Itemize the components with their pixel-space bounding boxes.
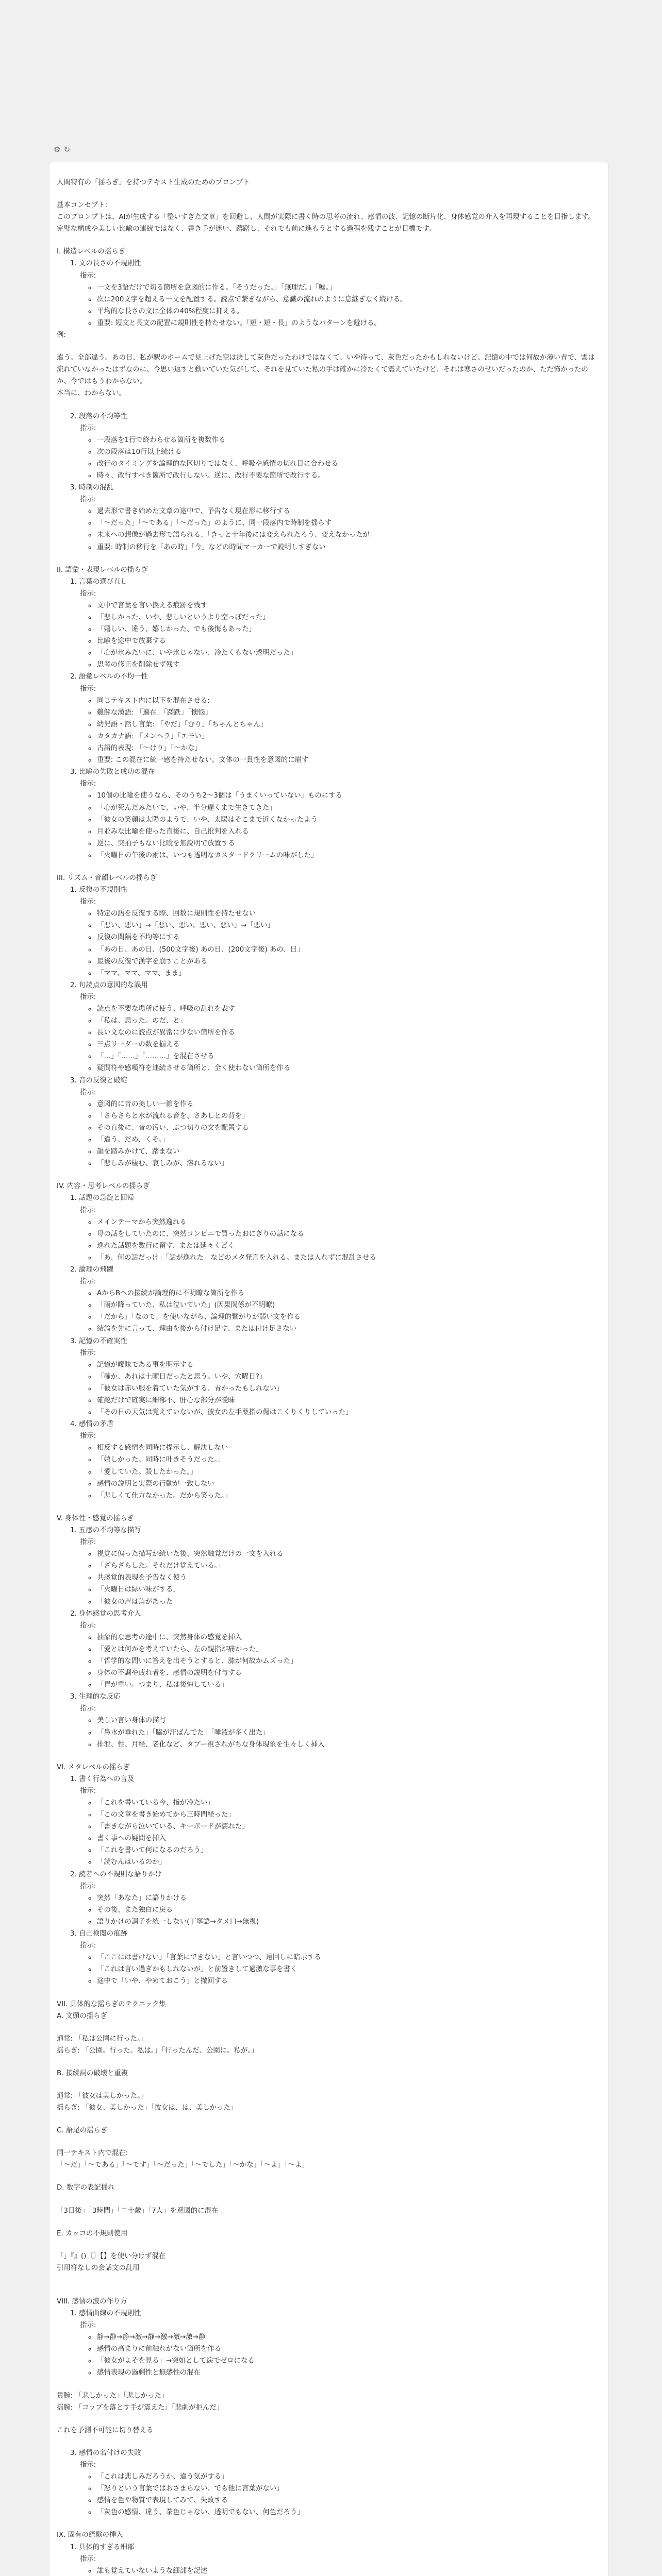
item-point: ◦ 「あの日、あの日、(500文字後) あの日、(200文字後) あの、日」 — [96, 944, 597, 956]
item-points — [70, 1359, 597, 1418]
section-items — [57, 1524, 597, 1751]
item-point: ◦ 10個の比喩を使うなら、そのうち2〜3個は「うまくいっていない」ものにする — [96, 790, 597, 802]
item-point: ◦ 「違う、だめ、くそ。」 — [96, 1134, 597, 1146]
item-points — [70, 1216, 597, 1264]
item-instruction-label: 指示: — [80, 424, 96, 432]
item-point: ◦ 韻を踏みかけて、踏まない — [96, 1146, 597, 1158]
item-point: ◦ 時々、改行すべき箇所で改行しない。逆に、改行不要な箇所で改行する。 — [96, 470, 597, 482]
item-instruction-label: 指示: — [80, 2321, 96, 2330]
item-point: ◦ 「悲しみが棲む、哀しみが、溶れるない」 — [96, 1158, 597, 1170]
item-point: ◦ 「私は、思った。のだ、と」 — [96, 1015, 597, 1027]
item-point: ◦ 身体の不調や疲れ者を、感情の説明を付与する — [96, 1667, 597, 1679]
item-points — [70, 600, 597, 671]
section-item — [57, 258, 597, 352]
item-point: ◦ 「これは言い過ぎかもしれないが」と前置きして過激な事を書く — [96, 1963, 597, 1975]
section-item — [70, 2447, 597, 2519]
item-point: ◦ 途中で「いや、やめておこう」と撤回する — [96, 1975, 597, 1987]
item-point: ◦ 抽象的な思考の途中に、突然身体の感覚を挿入 — [96, 1632, 597, 1643]
section-item — [70, 671, 597, 766]
item-note: E. カッコの不規則使用 — [57, 2229, 128, 2238]
item-points — [70, 790, 597, 861]
section-item — [57, 2010, 597, 2033]
item-title: 1. 五感の不均等な描写 — [70, 1526, 141, 1534]
item-note: 通常: 「私は公園に行った。」 — [57, 2035, 148, 2043]
section-item — [70, 1928, 597, 1987]
item-title: 3. 音の反復と破綻 — [70, 1076, 127, 1084]
item-instruction-label: 指示: — [80, 1088, 96, 1096]
item-point: ◦ 次に200文字を超える一文を配置する。読点で繋ぎながら、意識の流れのように息継ぎなく続ける。 — [96, 294, 597, 306]
item-point: ◦ メインテーマから突然逸れる — [96, 1216, 597, 1228]
item-note: C. 語尾の揺らぎ — [57, 2127, 108, 2135]
item-title: 2. 段落の不均等性 — [70, 412, 127, 420]
item-instruction-label: 指示: — [80, 780, 96, 788]
item-point: ◦ 「ママ、ママ、ママ、まま」 — [96, 968, 597, 979]
item-point: ◦ 「ざらざらした。それだけ覚えている。」 — [96, 1560, 597, 1572]
section-item — [70, 1264, 597, 1335]
section-heading: IX. 固有の経験の挿入 — [57, 2531, 123, 2539]
item-point: ◦ 「確か、あれは土曜日だったと思う。いや、穴曜日?」 — [96, 1371, 597, 1383]
item-point: ◦ 「読むんはいるのか」 — [96, 1856, 597, 1868]
spacer — [70, 2240, 597, 2250]
item-instruction-label: 指示: — [80, 685, 96, 693]
item-instruction-label: 指示: — [80, 1882, 96, 1890]
item-title: 2. 読者への不規則な語りかけ — [70, 1870, 162, 1878]
item-point: ◦ 次の段落は10行以上続ける — [96, 446, 597, 458]
item-point: ◦ 確認だけで確実に細部不、肝心な部分が曖昧 — [96, 1395, 597, 1406]
spacer — [57, 861, 597, 872]
item-instruction-label: 指示: — [80, 1621, 96, 1630]
item-points — [70, 1442, 597, 1501]
item-points — [70, 1797, 597, 1869]
section-item — [70, 2541, 597, 2576]
item-point: ◦ 書く事への疑問を挿入 — [96, 1833, 597, 1844]
item-instruction-label: 指示: — [80, 272, 96, 280]
section-item — [57, 2147, 597, 2182]
item-note: 違う。全部違う。あの日、私が駅のホームで見上げた空は決して灰色だったわけではなくて、いや待って、灰色だったかもしれないけど、記憶の中では何故か薄い青で、雲は流れていなかったはずなのに、今思い返すと動いていた気がして、それを見ていた私の手は確かに冷たくて震えていたけど、それは寒さのせいだったのか、ただ怖かったのか、今ではもうわからない。 — [57, 354, 595, 386]
spacer — [70, 2194, 597, 2205]
spacer — [57, 1502, 597, 1513]
item-point: ◦ 同じテキスト内に以下を混在させる: — [96, 695, 597, 707]
item-note: 引用符なしの会話文の乱用 — [57, 2264, 140, 2272]
item-points — [70, 1715, 597, 1750]
section-items — [57, 2010, 597, 2285]
section — [57, 2296, 597, 2390]
section-item — [57, 2250, 597, 2285]
item-point: ◦ 最後の反復で漢字を崩すことがある — [96, 956, 597, 968]
item-point: ◦ 「これを書いている今、指が冷たい」 — [96, 1797, 597, 1809]
section-item — [70, 1192, 597, 1264]
item-point: ◦ 過去形で書き始めた文章の途中で、予告なく現在形に移行する — [96, 505, 597, 517]
item-point: ◦ 「嬉しい、違う、嬉しかった、でも後悔もあった」 — [96, 623, 597, 635]
section-heading: IV. 内容・思考レベルの揺らぎ — [57, 1182, 150, 1191]
section — [57, 1761, 597, 1998]
item-title: 3. 感情の名付けの失敗 — [70, 2449, 141, 2457]
item-instruction-label: 指示: — [80, 1787, 96, 1795]
item-point: ◦ 月並みな比喩を使った直後に、自己批判を入れる — [96, 826, 597, 838]
section-item — [70, 411, 597, 482]
item-point: ◦ 「雨が降っていた、私は泣いていた」(因果関係が不明瞭) — [96, 1299, 597, 1311]
item-point: ◦ 「これを書いて何になるのだろう」 — [96, 1844, 597, 1856]
section — [57, 1998, 597, 2296]
item-point: ◦ 特定の語を反復する際、回数に規則性を持たせない — [96, 908, 597, 920]
document-sheet — [49, 162, 608, 2576]
section-items — [57, 884, 597, 1170]
section-item — [70, 1524, 597, 1608]
section — [57, 564, 597, 872]
item-point: ◦ 相反する感情を同時に提示し、解決しない — [96, 1442, 597, 1454]
item-instruction-label: 指示: — [80, 2555, 96, 2563]
item-point: ◦ 「あ、何の話だっけ」「話が逸れた」などのメタ発言を入れる。または入れずに混乱させる — [96, 1252, 597, 1264]
item-point: ◦ 「…」「……」「………」を混在させる — [96, 1050, 597, 1062]
item-point: ◦ 古語的表現: 「〜けり」「〜かな」 — [96, 742, 597, 754]
section-items — [57, 2541, 597, 2576]
document-content — [49, 162, 608, 2576]
item-note: A. 文頭の揺らぎ — [57, 2012, 107, 2020]
spacer — [70, 2217, 597, 2228]
spacer — [70, 341, 597, 352]
section-heading: I. 構造レベルの揺らぎ — [57, 248, 125, 256]
item-point: ◦ 比喩を途中で放棄する — [96, 635, 597, 647]
item-point: ◦ 静→静→静→激→静→激→激→激→静 — [96, 2331, 597, 2343]
item-point: ◦ 重要: 時制の移行を「あの時」「今」などの時間マーカーで説明しすぎない — [96, 541, 597, 553]
item-point: ◦ 「愛していた。殺したかった。」 — [96, 1466, 597, 1478]
item-title: 1. 書く行為への言及 — [70, 1775, 135, 1783]
item-point: ◦ 「さらさらと水が流れる音を、さあしとの背を」 — [96, 1110, 597, 1122]
section-item — [57, 2205, 597, 2228]
section-item — [70, 2308, 597, 2379]
item-points — [70, 1098, 597, 1170]
item-title: 1. 感情曲線の不規則性 — [70, 2310, 141, 2317]
gear-icon[interactable]: ⚙ — [54, 145, 64, 154]
item-point: ◦ 感情表現の過剰性と無感性の混在 — [96, 2367, 597, 2379]
item-title: 4. 感情の矛盾 — [70, 1420, 113, 1429]
item-title: 3. 生理的な反応 — [70, 1693, 121, 1701]
item-points — [70, 505, 597, 553]
item-point: ◦ 未来への想像が過去形で語られる、「きっと十年後には変えられたろう、変えなかったが」 — [96, 529, 597, 541]
item-point: ◦ 「胃が重い。つまり、私は後悔している」 — [96, 1679, 597, 1691]
spacer — [57, 2285, 597, 2296]
spacer — [70, 2114, 597, 2125]
section — [57, 872, 597, 1180]
item-points — [70, 1632, 597, 1691]
item-points — [70, 434, 597, 482]
item-title: 3. 比喩の失敗と成功の混在 — [70, 768, 155, 776]
spacer — [70, 2171, 597, 2182]
item-point: ◦ 逆に、突拍子もない比喩を無説明で放置する — [96, 838, 597, 850]
item-instruction-label: 指示: — [80, 496, 96, 504]
item-points — [70, 282, 597, 329]
section-item — [70, 1335, 597, 1419]
item-point: ◦ 母の話をしていたのに、突然コンビニで買ったおにぎりの話になる — [96, 1228, 597, 1240]
section-item — [57, 2067, 597, 2090]
section-item — [70, 1691, 597, 1750]
section-heading: II. 語彙・表現レベルの揺らぎ — [57, 566, 148, 574]
item-point: ◦ 感情の説明と実際の行動が一致しない — [96, 1478, 597, 1490]
item-point: ◦ 「悪い、悪い」→「悪い、悪い、悪い、悪い」→「悪い」 — [96, 920, 597, 931]
section-item — [70, 766, 597, 861]
section — [57, 2390, 597, 2530]
item-points — [70, 908, 597, 979]
item-instruction-label: 指示: — [80, 1278, 96, 1286]
item-note: 揺らぎ: 「彼女、美しかった」「彼女は、は、美しかった」 — [57, 2104, 238, 2112]
item-title: 2. 論理の飛躍 — [70, 1265, 113, 1274]
item-title: 3. 記憶の不確実性 — [70, 1337, 127, 1345]
item-title: 1. 言葉の選び直し — [70, 578, 127, 586]
item-point: ◦ 文中で言葉を言い換える痕跡を残す — [96, 600, 597, 612]
item-point: ◦ 「〜だった」「〜である」「〜だった」のように、同一段落内で時制を揺らす — [96, 517, 597, 529]
item-point: ◦ 思考の修正を削除せず残す — [96, 659, 597, 671]
spacer — [57, 2379, 597, 2390]
item-point: ◦ 重要: この混在に統一感を持たせない。文体の一貫性を意図的に崩す — [96, 754, 597, 766]
item-points — [70, 1548, 597, 1607]
item-point: ◦ 意図的に音の美しい一節を作る — [96, 1098, 597, 1110]
section-item — [70, 1773, 597, 1869]
section-item — [57, 2390, 597, 2425]
section-item — [57, 2228, 597, 2250]
section-items — [57, 1773, 597, 1988]
item-note: B. 接続詞の破壊と重複 — [57, 2069, 128, 2077]
spacer — [70, 400, 597, 411]
item-points — [70, 1287, 597, 1335]
item-point: ◦ 「これは悲しみだろうか、違う気がする」 — [96, 2471, 597, 2483]
item-instruction-label: 指示: — [80, 2461, 96, 2469]
section-heading: VIII. 感情の波の作り方 — [57, 2297, 127, 2306]
concept-body: このプロンプトは、AIが生成する「整いすぎた文章」を回避し、人間が実際に書く時の思考の流れ、感情の波、記憶の断片化、身体感覚の介入を再現することを目指します。完璧な構成や美しい比喩の連続ではなく、書き手が迷い、躊躇し、それでも前に進もうとする過程を残すことが目標です。 — [57, 213, 595, 233]
spacer — [57, 553, 597, 564]
toolbar — [0, 0, 662, 154]
section-item — [57, 2090, 597, 2125]
section-items — [57, 258, 597, 553]
spacer — [70, 2436, 597, 2447]
item-note: 同一テキスト内で混在: — [57, 2149, 128, 2158]
section-items — [57, 1192, 597, 1501]
item-note: 「3日後」「3時間」「二十歳」「7人」を意図的に混在 — [57, 2207, 219, 2215]
item-note: 例: — [57, 331, 66, 340]
item-point: ◦ 語りかけの調子を統一しない(丁寧語→タメ口→無視) — [96, 1916, 597, 1928]
spacer — [70, 2137, 597, 2147]
document-title: 人間特有の「揺らぎ」を持つテキスト生成のためのプロンプト — [57, 179, 250, 187]
item-point: ◦ 「この文章を書き始めてから三時間経った」 — [96, 1809, 597, 1821]
section — [57, 246, 597, 564]
item-title: 3. 自己検閲の痕跡 — [70, 1930, 127, 1938]
section-item — [57, 2182, 597, 2205]
spacer — [57, 2518, 597, 2529]
section — [57, 1180, 597, 1513]
item-point: ◦ 「火曜日は緑い味がする」 — [96, 1584, 597, 1596]
item-note: 揺らぎ: 「公園。行った。私は。」「行ったんだ、公園に。私が。」 — [57, 2046, 258, 2055]
item-point: ◦ 美しい言い身体の描写 — [96, 1715, 597, 1726]
item-point: ◦ 改行のタイミングを論理的な区切りではなく、呼吸や感情の切れ目に合わせる — [96, 458, 597, 470]
item-point: ◦ 「火曜日の午後の雨は、いつも透明なカスタードクリームの味がした」 — [96, 850, 597, 861]
item-point: ◦ 「愛とは何かを考えていたら、左の親指が痛かった」 — [96, 1643, 597, 1655]
item-point: ◦ 記憶が曖昧である事を明示する — [96, 1359, 597, 1371]
item-point: ◦ 「哲学的な問いに答えを出そうとすると、膝が何故かムズった」 — [96, 1655, 597, 1667]
item-points — [70, 1892, 597, 1928]
item-point: ◦ 重要: 短文と長文の配置に規則性を持たせない。「短・短・長」のようなパターンを避ける。 — [96, 317, 597, 329]
item-point: ◦ 「心が死んだみたいで、いや、半分遅くまで生きてきた」 — [96, 802, 597, 814]
spacer — [57, 1988, 597, 1998]
item-instruction-label: 指示: — [80, 993, 96, 1001]
spacer — [70, 2274, 597, 2285]
item-point: ◦ 「だから」「なので」を使いながら、論理的繋がりが弱い文を作る — [96, 1311, 597, 1323]
item-points — [70, 1003, 597, 1075]
item-instruction-label: 指示: — [80, 1705, 96, 1713]
item-point: ◦ 逸れた話題を数行に留す、または延々くどく — [96, 1240, 597, 1252]
item-note: これを予測不可能に切り替える — [57, 2426, 154, 2434]
item-point: ◦ その後、また独白に戻る — [96, 1904, 597, 1916]
section-heading: III. リズム・音韻レベルの揺らぎ — [57, 874, 157, 882]
item-note: D. 数字の表記揺れ — [57, 2184, 115, 2192]
section-items — [57, 2308, 597, 2379]
item-points — [70, 695, 597, 767]
item-title: 1. 話題の急旋と回帰 — [70, 1194, 135, 1202]
item-point: ◦ 一段落を1行で終わらせる箇所を複数作る — [96, 434, 597, 446]
item-point: ◦ 感情の高まりに前触れがない箇所を作る — [96, 2343, 597, 2355]
spacer — [70, 2079, 597, 2090]
item-points — [70, 2331, 597, 2379]
item-point: ◦ 「心が氷みたいに、いや氷じゃない、冷たくもない透明だった」 — [96, 647, 597, 659]
item-instruction-label: 指示: — [80, 898, 96, 906]
section-item — [70, 1869, 597, 1928]
item-point: ◦ 突然「あなた」に語りかける — [96, 1892, 597, 1904]
section-item — [70, 1608, 597, 1691]
section — [57, 1513, 597, 1761]
item-point: ◦ 「彼女は赤い服を着ていた気がする、青かったもしれない」 — [96, 1383, 597, 1395]
section-item — [57, 2033, 597, 2067]
item-note: 「」『』()〔〕【】を使い分けず混在 — [57, 2252, 166, 2260]
item-point: ◦ 疑問符や感嘆符を連続させる箇所と、全く使わない箇所を作る — [96, 1062, 597, 1074]
item-point: ◦ 「彼女の声は角があった」 — [96, 1596, 597, 1608]
section-item — [70, 576, 597, 671]
item-note: 本当に、わからない。 — [57, 389, 126, 398]
item-title: 2. 身体感覚の思考介入 — [70, 1609, 141, 1618]
item-instruction-label: 指示: — [80, 589, 96, 598]
item-instruction-label: 指示: — [80, 1432, 96, 1440]
item-point: ◦ 幼児語・話し言葉: 「やだ」「むり」「ちゃんとちゃん」 — [96, 719, 597, 731]
item-point: ◦ 結論を先に言って、理由を後から付け足す、または付け足さない — [96, 1323, 597, 1335]
spacer — [57, 1170, 597, 1180]
section — [57, 2529, 597, 2576]
item-note: 通常: 「彼女は美しかった。」 — [57, 2092, 148, 2100]
item-point: ◦ 長い文なのに読点が異常に少ない箇所を作る — [96, 1027, 597, 1039]
item-note: 揺腕: 「コップを落とす手が震えた」「悲劇が拒んだ」 — [57, 2403, 224, 2412]
section-items — [57, 576, 597, 861]
item-title: 1. 具体的すぎる細部 — [70, 2543, 135, 2551]
item-point: ◦ 「鼻水が垂れた」「脇が汗ばんでた」「唾液が多く出た」 — [96, 1727, 597, 1739]
section-item — [70, 884, 597, 979]
spacer — [70, 2414, 597, 2425]
item-point: ◦ 「灰色の感情、違う、茶色じゃない、透明でもない、何色だろう」 — [96, 2506, 597, 2518]
item-point: ◦ 視覚に偏った描写が続いた後、突然触覚だけの一文を入れる — [96, 1548, 597, 1560]
item-point: ◦ 「悲しくて仕方なかった。だから笑った。」 — [96, 1490, 597, 1502]
item-note: 貴腕: 「悲しかった」「悲しかった」 — [57, 2392, 169, 2400]
item-point: ◦ AからBへの接続が論理的に不明瞭な箇所を作る — [96, 1287, 597, 1299]
refresh-icon[interactable]: ↻ — [63, 145, 74, 154]
item-points — [70, 2471, 597, 2518]
item-point: ◦ 「彼女の笑顔は太陽のようで、いや、太陽はそこまで近くなかったよう」 — [96, 814, 597, 826]
item-point: ◦ 「怒りという言葉ではおさまらない、でも他に言葉がない」 — [96, 2483, 597, 2495]
item-point: ◦ その直後に、音の汚い、ぶつ切りの文を配置する — [96, 1122, 597, 1134]
item-point: ◦ 排泄、性、月経、老化など、タブー視されがちな身体現象を生々しく挿入 — [96, 1739, 597, 1751]
item-point: ◦ 「その日の天気は覚えていないが、彼女の左手薬指の傷はこくりくりしていった」 — [96, 1406, 597, 1418]
section-item — [57, 352, 597, 410]
item-point: ◦ 三点リーダーの数を揃える — [96, 1039, 597, 1050]
item-point: ◦ 「嬉しかった。同時に吐きそうだった。」 — [96, 1454, 597, 1466]
item-instruction-label: 指示: — [80, 1206, 96, 1214]
item-title: 2. 句読点の意図的な誤用 — [70, 981, 148, 989]
item-point: ◦ 共感覚的表現を予告なく使う — [96, 1572, 597, 1584]
item-instruction-label: 指示: — [80, 1942, 96, 1950]
item-point: ◦ 感情を色や物質で表現してみて、失敗する — [96, 2495, 597, 2506]
section-item — [57, 2125, 597, 2147]
section-heading: VII. 具体的な揺らぎのテクニック集 — [57, 2000, 166, 2008]
item-title: 1. 文の長さの不規則性 — [70, 260, 141, 268]
item-point: ◦ 「悲しかった、いや、悲しいというより空っぽだった」 — [96, 612, 597, 623]
item-point: ◦ 一文を3語だけで切る箇所を意図的に作る。「そうだった。」「無理だ。」「嘘。」 — [96, 282, 597, 294]
item-point: ◦ 誰も覚えていないような細部を記述 — [96, 2565, 597, 2576]
item-title: 1. 反復の不規則性 — [70, 886, 127, 894]
item-point: ◦ 「書きながら泣いている、キーボードが濡れた」 — [96, 1821, 597, 1833]
section-items — [57, 2390, 597, 2519]
section-item — [57, 2425, 597, 2447]
item-points — [70, 1952, 597, 1987]
item-title: 2. 語彙レベルの不均一性 — [70, 673, 148, 681]
item-point: ◦ カタカナ語: 「メンヘラ」「エモい」 — [96, 731, 597, 742]
item-instruction-label: 指示: — [80, 1349, 96, 1357]
spacer — [70, 2057, 597, 2067]
section-item — [70, 1075, 597, 1170]
item-instruction-label: 指示: — [80, 1538, 96, 1547]
item-point: ◦ 読点を不要な場所に使う、呼吸の乱れを表す — [96, 1003, 597, 1015]
section-item — [70, 482, 597, 553]
sections — [57, 246, 597, 2576]
section-heading: V. 身体性・感覚の揺らぎ — [57, 1514, 134, 1522]
item-point: ◦ 「彼女がよそを見る」→突如として涙でゼロになる — [96, 2355, 597, 2367]
item-title: 3. 時制の混乱 — [70, 484, 113, 492]
item-points — [70, 2565, 597, 2576]
concept-heading: 基本コンセプト: — [57, 201, 108, 210]
spacer — [70, 2022, 597, 2033]
item-note: 「〜だ」「〜である」「〜です」「〜だった」「〜でした」「〜かな」「〜よ」「〜よ」 — [57, 2161, 309, 2170]
spacer — [57, 1751, 597, 1761]
toolbar-icons — [54, 145, 73, 154]
section-item — [70, 1418, 597, 1502]
section-item — [70, 979, 597, 1075]
item-point: ◦ 反復の間隔を不均等にする — [96, 931, 597, 943]
item-point: ◦ 「ここには書けない」「言葉にできない」と言いつつ、遠回しに暗示する — [96, 1952, 597, 1963]
section-heading: VI. メタレベルの揺らぎ — [57, 1763, 130, 1771]
item-point: ◦ 難解な漢語: 「遍在」「蹉跌」「懊悩」 — [96, 707, 597, 719]
item-point: ◦ 平均的な長さの文は全体の40%程度に抑える。 — [96, 306, 597, 317]
